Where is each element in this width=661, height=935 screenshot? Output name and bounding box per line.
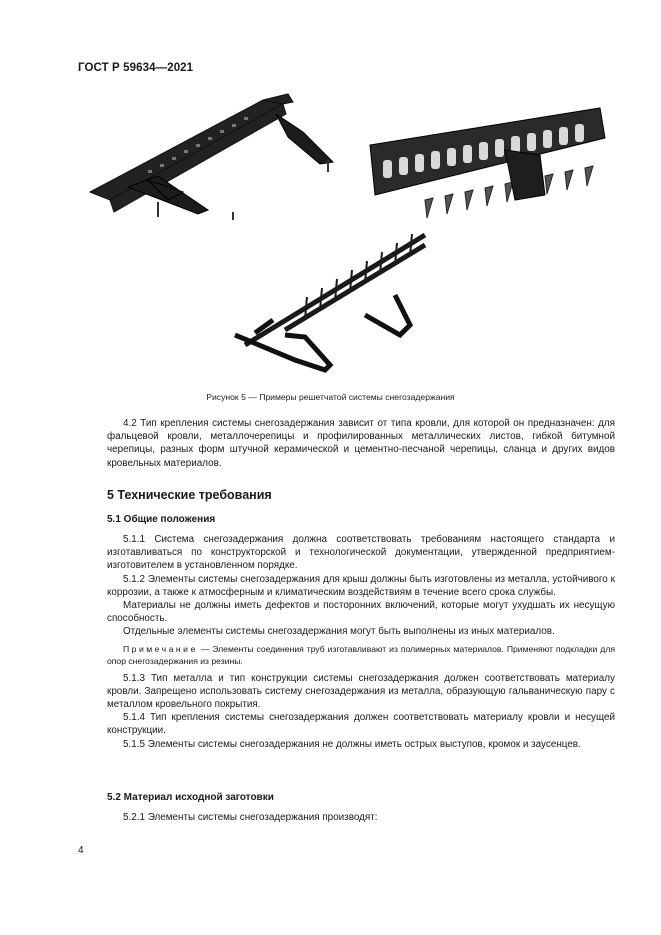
paragraph-5-1-1: 5.1.1 Система снегозадержания должна соответствовать требованиям настоящего стандарта и изготавливаться по конструкторской и технологической документации, утвержденной предприятием-изготовителем в установленном порядке. — [107, 534, 615, 572]
note-text: — Элементы соединения труб изготавливают из полимерных материалов. Применяют подкладки для опор снегозадержания из резины. — [107, 643, 615, 666]
section-5-heading: 5 Технические требования — [107, 488, 272, 502]
section-5-2-heading: 5.2 Материал исходной заготовки — [107, 792, 274, 803]
paragraph-4-2 — [107, 417, 615, 470]
paragraph-5-1-3: 5.1.3 Тип металла и тип конструкции системы снегозадержания должен соответствовать материалу кровли. Запрещено использовать систему снегозадержания из металла, образующую гальваническую пару с металлом кровельного покрытия. — [107, 672, 615, 711]
paragraph-5-1-5: 5.1.5 Элементы системы снегозадержания не должны иметь острых выступов, кромок и заусенцев. — [123, 738, 581, 750]
snow-guard-image-b — [365, 100, 615, 220]
paragraph-5-1-2: 5.1.2 Элементы системы снегозадержания для крыш должны быть изготовлены из металла, устойчивого к коррозии, а также к атмосферным и климатическим воздействиям в течение всего срока службы. — [107, 573, 615, 598]
paragraph-5-2-1: 5.2.1 Элементы системы снегозадержания производят: — [123, 812, 378, 823]
snow-guard-image-c — [225, 225, 445, 375]
note — [107, 643, 615, 667]
snow-guard-image-a — [88, 92, 358, 222]
paragraph-text: 4.2 Тип крепления системы снегозадержания зависит от типа кровли, для которой он предназначен: для фальцевой кровли, металлочерепицы и профилированных металлических листов, гибкой битумной черепицы, разных форм штучной керамической и цементно-песчаной черепицы, сланца и других видов кровельных материалов. — [107, 418, 615, 469]
figure-snow-guards — [60, 80, 620, 390]
standard-header: ГОСТ Р 59634—2021 — [78, 62, 194, 74]
note-label: Примечание — [123, 643, 198, 654]
section-5-1-body — [107, 533, 615, 751]
paragraph-other-materials: Отдельные элементы системы снегозадержания могут быть выполнены из иных материалов. — [123, 626, 555, 638]
page-number: 4 — [78, 845, 84, 856]
figure-caption: Рисунок 5 — Примеры решетчатой системы снегозадержания — [206, 392, 455, 402]
section-5-1-heading: 5.1 Общие положения — [107, 514, 216, 525]
section-5-2-body — [107, 811, 615, 824]
paragraph-materials: Материалы не должны иметь дефектов и посторонних включений, которые могут ухудшать их несущую способность. — [107, 600, 615, 625]
paragraph-5-1-4: 5.1.4 Тип крепления системы снегозадержания должен соответствовать материалу кровли и несущей конструкции. — [107, 712, 615, 737]
